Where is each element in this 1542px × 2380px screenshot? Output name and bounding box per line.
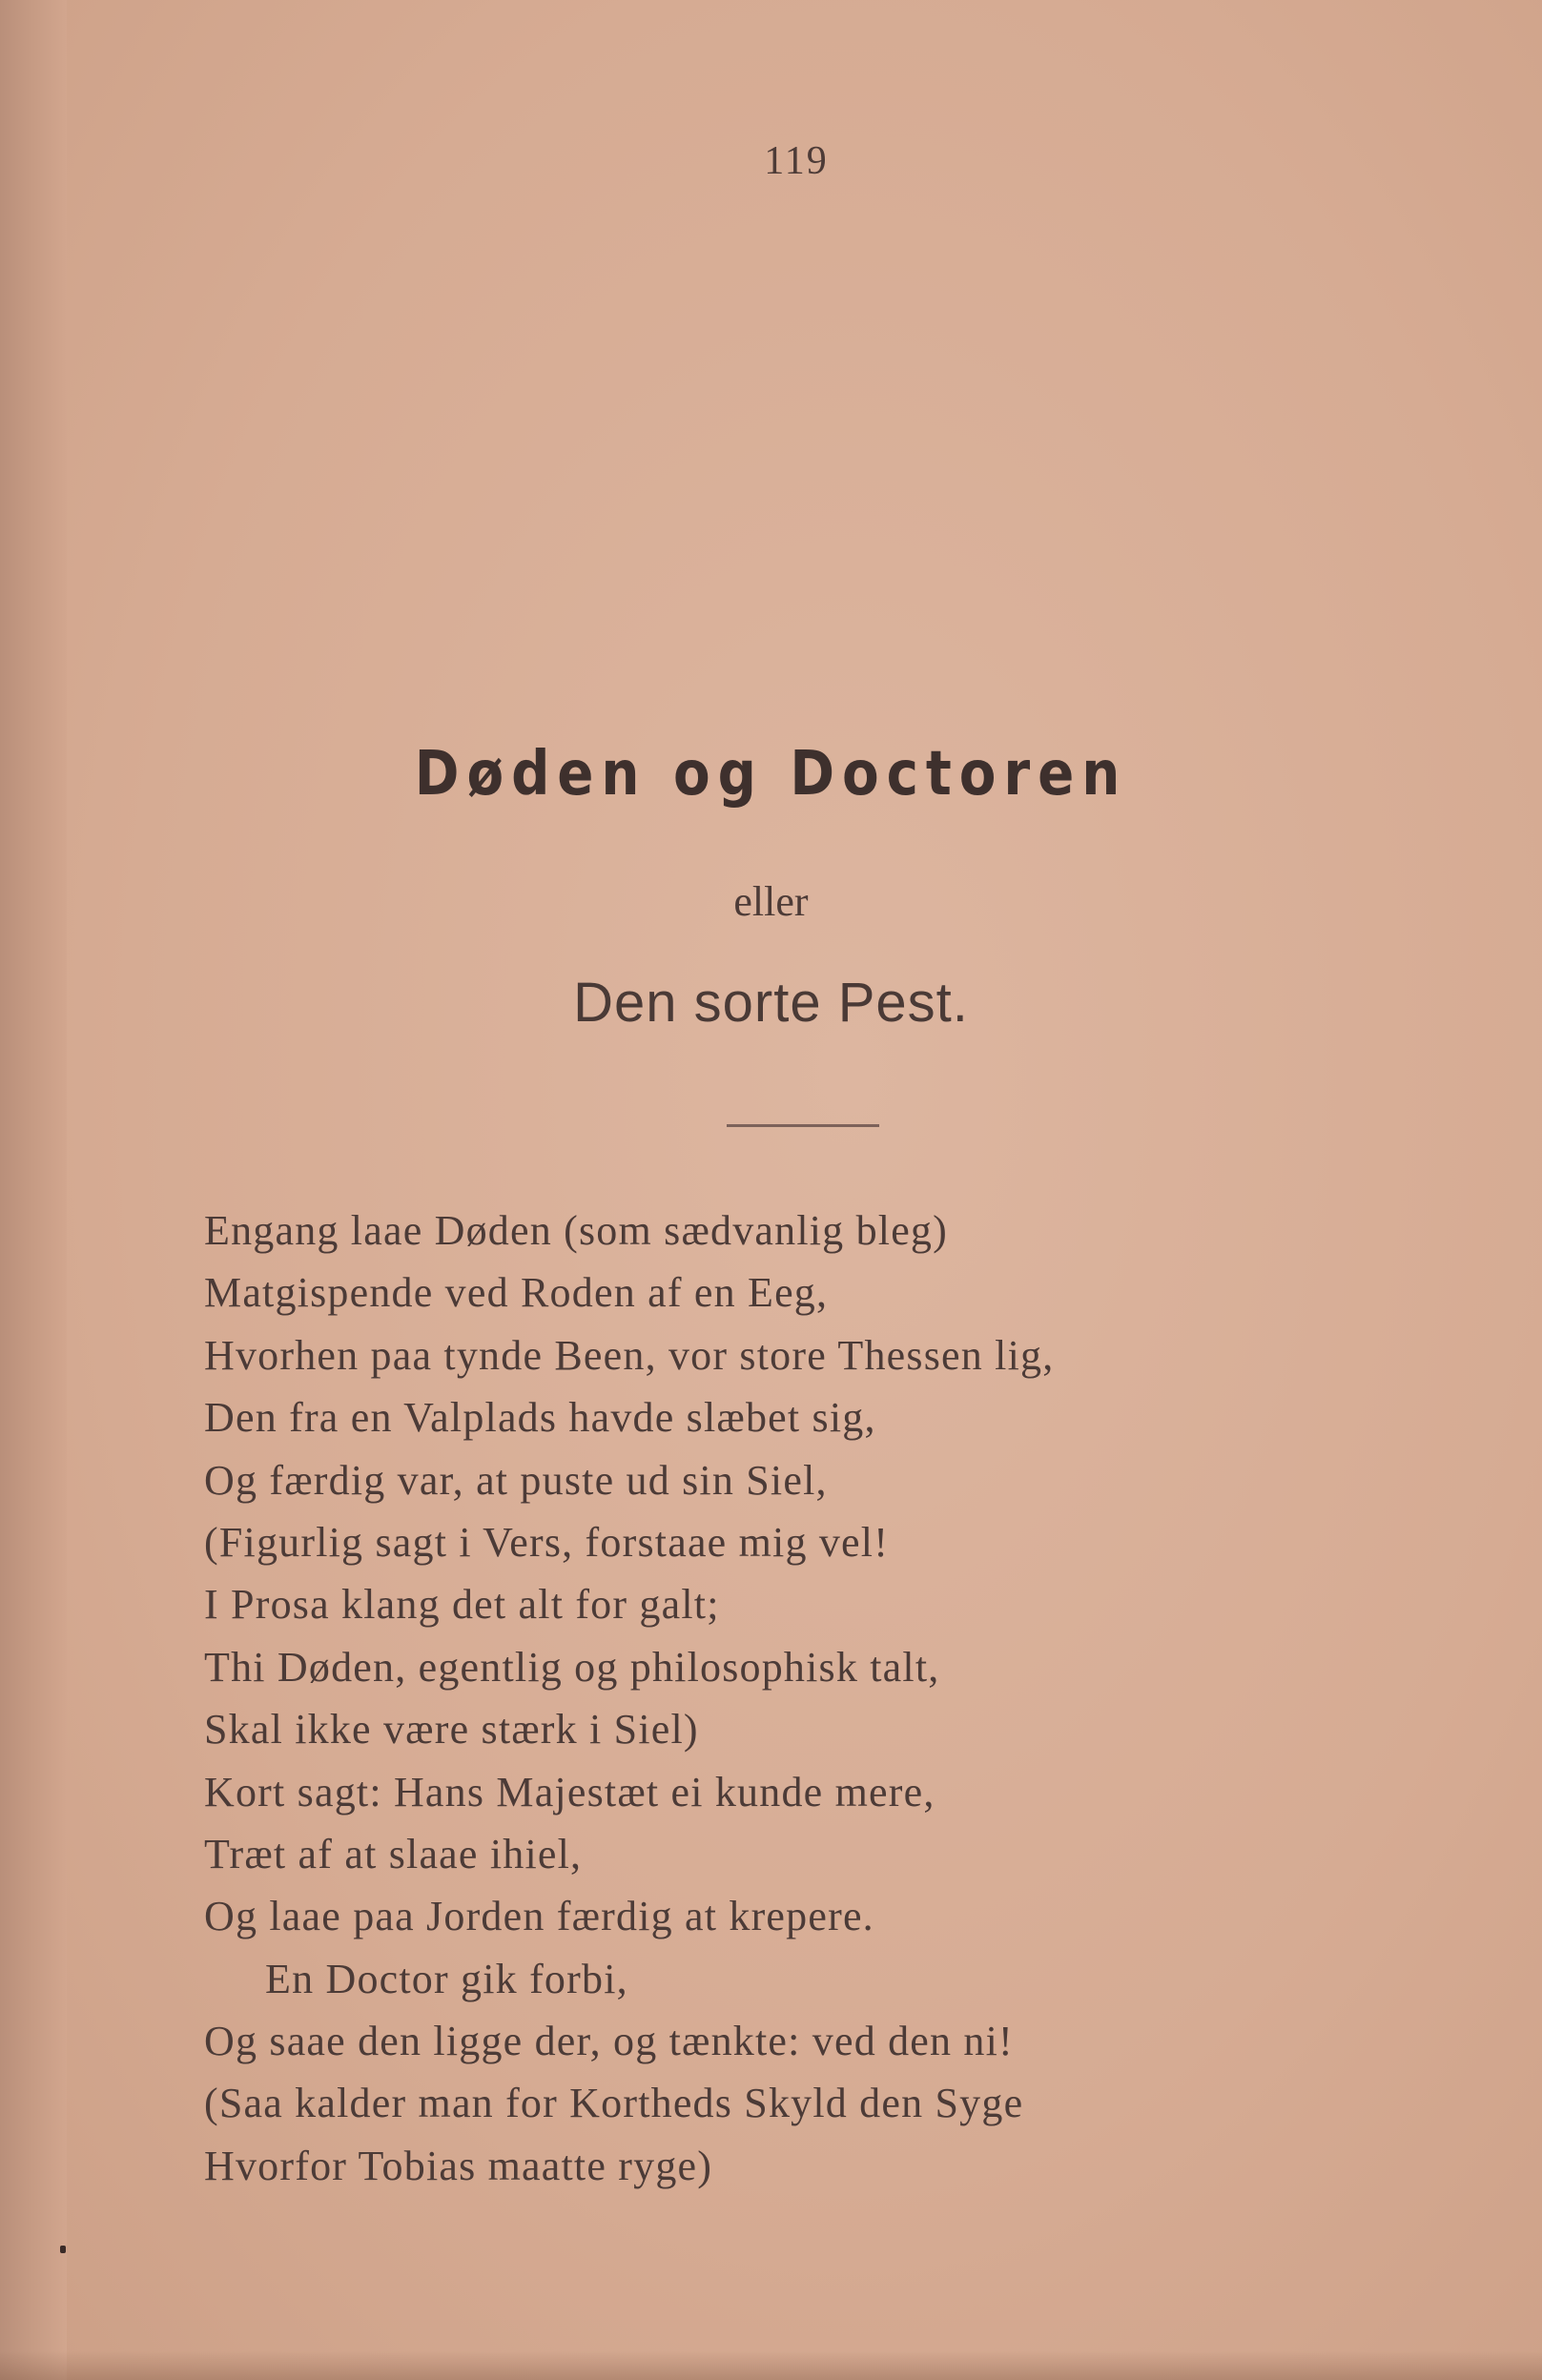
poem-line: Matgispende ved Roden af en Eeg,	[204, 1269, 829, 1317]
poem-line: Kort sagt: Hans Majestæt ei kunde mere,	[204, 1768, 935, 1816]
poem-line: Træt af at slaae ihiel,	[204, 1830, 583, 1877]
page-number: 119	[764, 139, 829, 183]
divider-rule	[727, 1124, 879, 1127]
poem-line: En Doctor gik forbi,	[265, 1955, 628, 2002]
poem-line: Thi Døden, egentlig og philosophisk talt,	[204, 1643, 940, 1691]
subtitle-connector: eller	[733, 878, 809, 925]
poem-line: Den fra en Valplads havde slæbet sig,	[204, 1394, 876, 1442]
book-binding-shadow	[0, 0, 67, 2380]
ink-spot	[60, 2246, 66, 2253]
poem-line: I Prosa klang det alt for galt;	[204, 1581, 720, 1629]
poem-subtitle: Den sorte Pest.	[573, 972, 969, 1034]
poem-line: Og laae paa Jorden færdig at krepere.	[204, 1893, 874, 1940]
poem-title: Døden og Doctoren	[414, 739, 1128, 810]
poem-line: (Saa kalder man for Kortheds Skyld den Syge	[204, 2080, 1024, 2127]
poem-line: Engang laae Døden (som sædvanlig bleg)	[204, 1207, 948, 1254]
poem-line: Og saae den ligge der, og tænkte: ved den ni!	[204, 2018, 1014, 2065]
poem-line: Skal ikke være stærk i Siel)	[204, 1706, 699, 1754]
page-bottom-edge	[0, 2351, 1542, 2380]
poem-line: Hvorfor Tobias maatte ryge)	[204, 2142, 713, 2189]
poem-body	[204, 1200, 1348, 2197]
poem-line: (Figurlig sagt i Vers, forstaae mig vel!	[204, 1518, 890, 1566]
poem-line: Og færdig var, at puste ud sin Siel,	[204, 1456, 828, 1504]
poem-line: Hvorhen paa tynde Been, vor store Thessen lig,	[204, 1331, 1055, 1379]
